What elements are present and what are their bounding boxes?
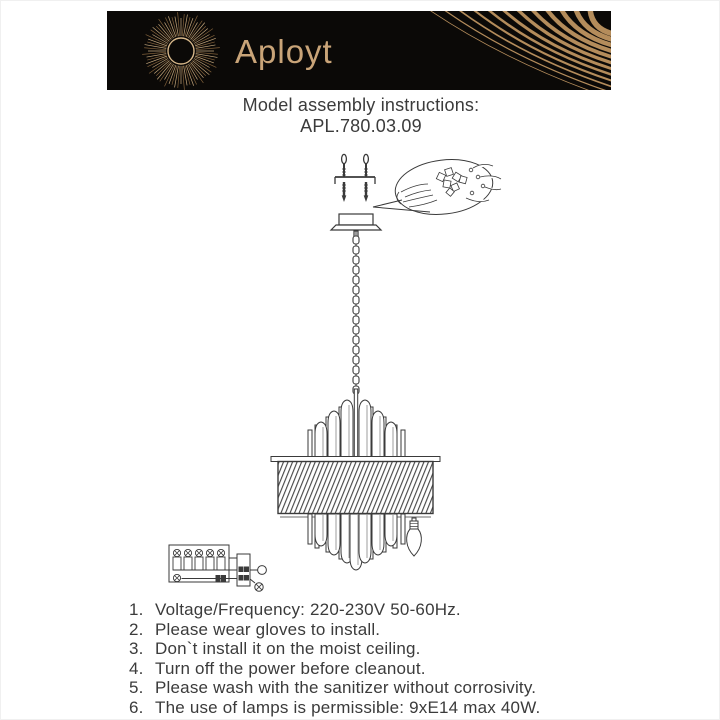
e14-bulb-icon <box>407 518 422 556</box>
instruction-item <box>1 639 720 659</box>
instruction-number: 2. <box>129 619 144 639</box>
instruction-text: Voltage/Frequency: 220-230V 50-60Hz. <box>155 600 461 619</box>
crystal-crown-bottom <box>308 514 405 570</box>
chain <box>353 231 359 394</box>
terminal-block <box>237 554 250 586</box>
instruction-text: Please wear gloves to install. <box>155 619 381 639</box>
banner-decor <box>107 11 611 90</box>
sunburst-ring <box>168 38 194 64</box>
brand-banner <box>107 11 611 90</box>
instruction-number: 3. <box>129 639 144 659</box>
instruction-number: 5. <box>129 678 144 698</box>
instruction-item <box>1 659 720 679</box>
instruction-item <box>1 678 720 698</box>
page-title: Model assembly instructions: <box>242 95 480 115</box>
assembly-detail-callout <box>373 154 501 220</box>
instruction-number: 1. <box>129 600 144 619</box>
wiring-diagram <box>169 545 266 591</box>
instruction-text: Turn off the power before cleanout. <box>155 658 426 678</box>
brand-name: Aployt <box>235 33 333 70</box>
assembly-diagram <box>1 141 720 601</box>
instructions-list <box>1 600 720 718</box>
instruction-item <box>1 620 720 640</box>
wire-junction-icon <box>258 566 267 575</box>
ground-lamp-icon <box>255 583 263 591</box>
center-stem <box>354 389 357 458</box>
drum-shade <box>271 457 440 518</box>
instruction-number: 4. <box>129 658 144 678</box>
instruction-text: Please wash with the sanitizer without corrosivity. <box>155 678 537 698</box>
instruction-text: Don`t install it on the moist ceiling. <box>155 639 421 659</box>
instruction-text: The use of lamps is permissible: 9xE14 max 40W. <box>155 697 541 717</box>
decorative-rays-icon <box>425 11 611 90</box>
instruction-item <box>1 698 720 718</box>
mounting-bracket <box>335 154 375 200</box>
model-code: APL.780.03.09 <box>300 116 422 136</box>
instruction-item <box>1 600 720 620</box>
instruction-number: 6. <box>129 697 144 717</box>
